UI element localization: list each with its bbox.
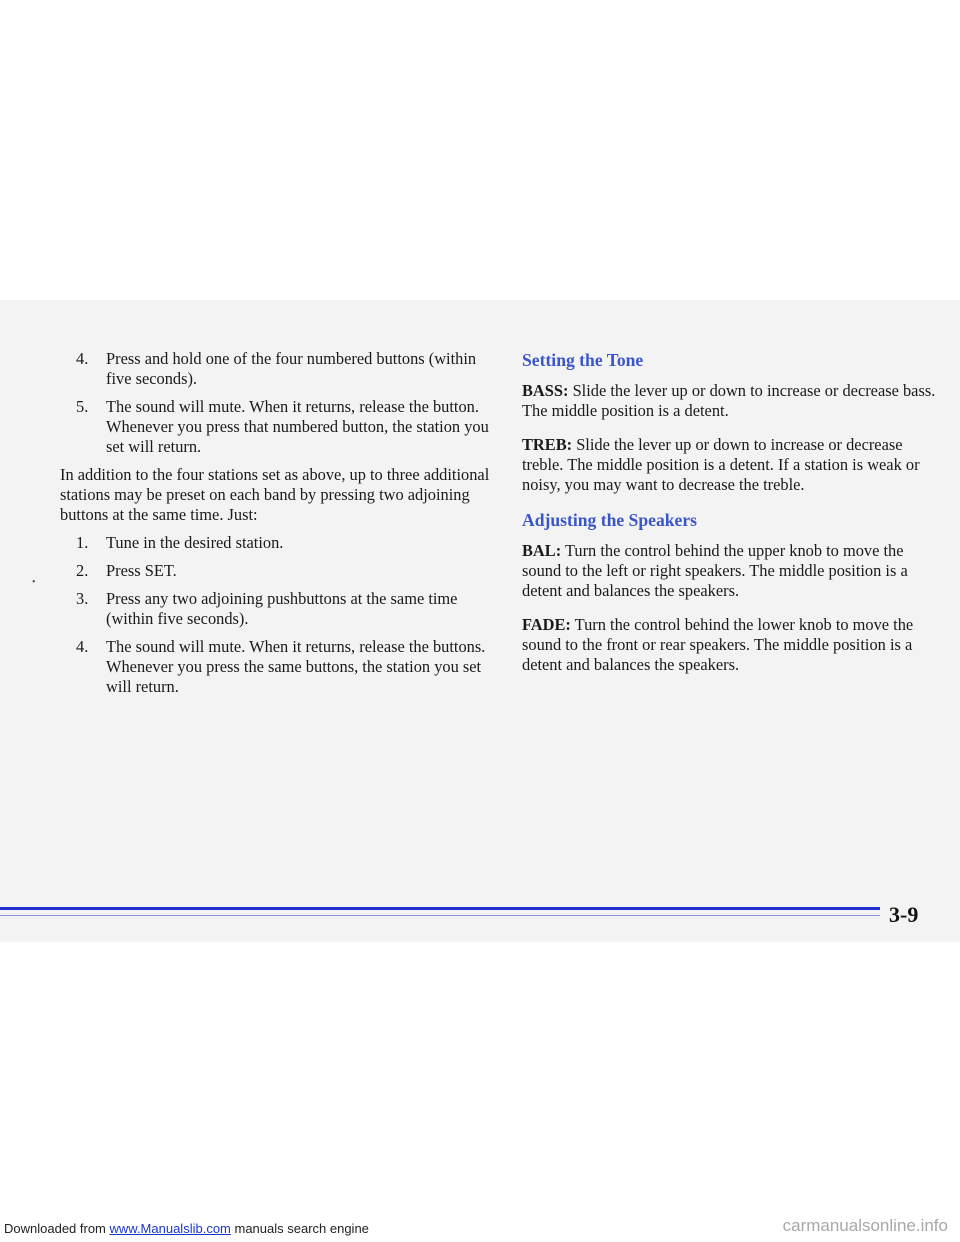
manualslib-link[interactable]: www.Manualslib.com bbox=[109, 1221, 231, 1236]
scan-mark: • bbox=[32, 577, 36, 588]
bal-text: Turn the control behind the upper knob to move the sound to the left or right speakers. The middle position is a detent and balances the speakers. bbox=[522, 541, 908, 600]
list-item bbox=[52, 561, 492, 581]
bal-paragraph bbox=[502, 541, 942, 601]
list-number: 1. bbox=[76, 533, 89, 552]
bass-text: Slide the lever up or down to increase or decrease bass. The middle position is a detent. bbox=[522, 381, 936, 420]
bal-term: BAL: bbox=[522, 541, 562, 560]
footer-rule bbox=[0, 907, 880, 910]
list-text: Tune in the desired station. bbox=[106, 533, 284, 552]
footer-suffix: manuals search engine bbox=[230, 1221, 369, 1236]
list-item bbox=[52, 637, 492, 697]
footer-rule-thin bbox=[0, 915, 880, 916]
list-number: 3. bbox=[76, 589, 89, 608]
list-number: 4. bbox=[76, 637, 89, 656]
list-text: The sound will mute. When it returns, release the buttons. Whenever you press the same buttons, the station you set will return. bbox=[106, 637, 486, 696]
list-number: 4. bbox=[76, 349, 89, 368]
treb-paragraph bbox=[502, 435, 942, 495]
list-item bbox=[52, 397, 492, 457]
bass-paragraph bbox=[502, 381, 942, 421]
list-item bbox=[52, 589, 492, 629]
fade-text: Turn the control behind the lower knob to move the sound to the front or rear speakers. The middle position is a detent and balances the speakers. bbox=[522, 615, 914, 674]
list-text: Press and hold one of the four numbered buttons (within five seconds). bbox=[106, 349, 477, 388]
preset-paragraph: In addition to the four stations set as above, up to three additional stations may be preset on each band by pressing two adjoining buttons at the same time. Just: bbox=[60, 465, 490, 524]
list-text: Press any two adjoining pushbuttons at the same time (within five seconds). bbox=[106, 589, 458, 628]
bass-term: BASS: bbox=[522, 381, 569, 400]
list-text: Press SET. bbox=[106, 561, 177, 580]
list-item bbox=[52, 533, 492, 553]
list-number: 5. bbox=[76, 397, 89, 416]
left-column bbox=[52, 349, 492, 705]
right-column bbox=[502, 349, 942, 689]
tone-heading: Setting the Tone bbox=[522, 350, 644, 370]
treb-text: Slide the lever up or down to increase or decrease treble. The middle position is a detent. If a station is weak or noisy, you may want to decrease the treble. bbox=[522, 435, 920, 494]
list-text: The sound will mute. When it returns, release the button. Whenever you press that numbered button, the station you set will return. bbox=[106, 397, 489, 456]
speakers-heading: Adjusting the Speakers bbox=[522, 510, 697, 530]
footer-prefix: Downloaded from bbox=[4, 1221, 110, 1236]
list-number: 2. bbox=[76, 561, 89, 580]
list-item bbox=[52, 349, 492, 389]
treb-term: TREB: bbox=[522, 435, 573, 454]
fade-paragraph bbox=[502, 615, 942, 675]
download-footer bbox=[4, 1221, 369, 1236]
page-number: 3-9 bbox=[889, 902, 919, 927]
site-watermark: carmanualsonline.info bbox=[782, 1216, 948, 1235]
fade-term: FADE: bbox=[522, 615, 571, 634]
